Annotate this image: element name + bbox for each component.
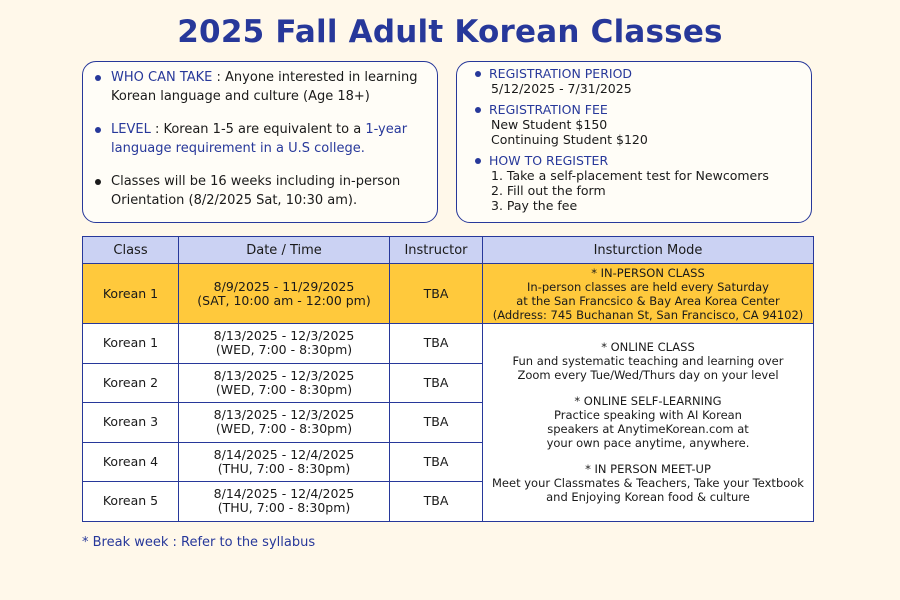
- online-mode-cell: [483, 324, 814, 522]
- classes-duration-item: [93, 172, 429, 210]
- page-title: 2025 Fall Adult Korean Classes: [177, 14, 723, 50]
- fee-new-student: New Student $150: [491, 117, 608, 132]
- time-range: (THU, 7:00 - 8:30pm): [217, 460, 351, 476]
- header-instruction-mode: Insturction Mode: [483, 237, 814, 264]
- how-to-register-heading: [471, 153, 803, 168]
- who-can-take-text: : Anyone interested in learning Korean language and culture (Age 18+): [111, 70, 418, 104]
- in-person-title: * IN-PERSON CLASS: [591, 265, 705, 280]
- date-range: 8/13/2025 - 12/3/2025: [213, 367, 355, 383]
- time-range: (THU, 7:00 - 8:30pm): [217, 500, 351, 516]
- date-time-cell: [179, 482, 390, 522]
- class-cell: Korean 4: [83, 442, 179, 482]
- class-cell: Korean 2: [83, 363, 179, 403]
- online-class-line: Zoom every Tue/Wed/Thurs day on your level: [517, 368, 779, 383]
- meetup-line: Meet your Classmates & Teachers, Take your Textbook: [492, 476, 804, 491]
- time-range: (WED, 7:00 - 8:30pm): [215, 342, 353, 358]
- bullet-icon: [95, 179, 101, 185]
- online-class-title: * ONLINE CLASS: [601, 340, 695, 355]
- bullet-icon: [475, 158, 481, 164]
- how-to-register-label: HOW TO REGISTER: [489, 153, 609, 168]
- self-learning-line: speakers at AnytimeKorean.com at: [547, 422, 749, 437]
- time-range: (WED, 7:00 - 8:30pm): [215, 381, 353, 397]
- date-time-cell: [179, 403, 390, 443]
- classes-duration-text: Classes will be 16 weeks including in-person Orientation (8/2/2025 Sat, 10:30 am).: [111, 174, 401, 208]
- break-week-footnote: * Break week : Refer to the syllabus: [82, 535, 316, 550]
- who-can-take-item: [93, 68, 429, 106]
- instructor-cell: TBA: [390, 442, 483, 482]
- registration-period-heading: [471, 66, 803, 81]
- table-row: [83, 264, 814, 324]
- meetup-line: and Enjoying Korean food & culture: [546, 490, 750, 505]
- register-step: 2. Fill out the form: [491, 183, 606, 198]
- registration-fee-label: REGISTRATION FEE: [489, 102, 608, 117]
- fee-continuing-student: Continuing Student $120: [491, 132, 648, 147]
- registration-fee-heading: [471, 102, 803, 117]
- registration-period-value: 5/12/2025 - 7/31/2025: [491, 81, 632, 96]
- self-learning-title: * ONLINE SELF-LEARNING: [574, 394, 722, 409]
- table-header-row: [83, 237, 814, 264]
- date-time-cell: [179, 324, 390, 364]
- time-range: (SAT, 10:00 am - 12:00 pm): [197, 292, 371, 308]
- date-range: 8/13/2025 - 12/3/2025: [213, 328, 355, 344]
- eligibility-info-box: [82, 61, 438, 223]
- table-row: [83, 324, 814, 364]
- instructor-cell: TBA: [390, 324, 483, 364]
- register-step: 1. Take a self-placement test for Newcomers: [491, 168, 769, 183]
- in-person-line: In-person classes are held every Saturday: [527, 279, 769, 294]
- bullet-icon: [95, 75, 101, 81]
- who-can-take-label: WHO CAN TAKE: [111, 70, 213, 85]
- date-time-cell: [179, 264, 390, 324]
- instructor-cell: TBA: [390, 363, 483, 403]
- class-cell: Korean 1: [83, 264, 179, 324]
- level-item: [93, 120, 429, 158]
- registration-period-label: REGISTRATION PERIOD: [489, 66, 633, 81]
- date-time-cell: [179, 363, 390, 403]
- meetup-title: * IN PERSON MEET-UP: [585, 462, 711, 477]
- instructor-cell: TBA: [390, 482, 483, 522]
- level-highlight: 1-year language requirement in a U.S college.: [111, 122, 408, 156]
- self-learning-line: Practice speaking with AI Korean: [554, 408, 742, 423]
- online-class-line: Fun and systematic teaching and learning over: [512, 354, 784, 369]
- header-class: Class: [83, 237, 179, 264]
- in-person-mode-cell: [483, 264, 814, 324]
- bullet-icon: [475, 107, 481, 113]
- class-cell: Korean 1: [83, 324, 179, 364]
- header-instructor: Instructor: [390, 237, 483, 264]
- register-step: 3. Pay the fee: [491, 198, 578, 213]
- self-learning-line: your own pace anytime, anywhere.: [546, 436, 750, 451]
- instructor-cell: TBA: [390, 403, 483, 443]
- date-range: 8/9/2025 - 11/29/2025: [213, 278, 355, 294]
- level-text: : Korean 1-5 are equivalent to a: [150, 122, 366, 137]
- bullet-icon: [475, 71, 481, 77]
- instructor-cell: TBA: [390, 264, 483, 324]
- date-time-cell: [179, 442, 390, 482]
- level-label: LEVEL: [111, 122, 151, 137]
- header-date-time: Date / Time: [179, 237, 390, 264]
- class-cell: Korean 3: [83, 403, 179, 443]
- class-schedule-table: [82, 236, 814, 522]
- in-person-line: at the San Francsico & Bay Area Korea Center: [516, 293, 780, 308]
- date-range: 8/14/2025 - 12/4/2025: [213, 486, 355, 502]
- date-range: 8/14/2025 - 12/4/2025: [213, 446, 355, 462]
- registration-info-box: [456, 61, 812, 223]
- class-cell: Korean 5: [83, 482, 179, 522]
- bullet-icon: [95, 127, 101, 133]
- date-range: 8/13/2025 - 12/3/2025: [213, 407, 355, 423]
- time-range: (WED, 7:00 - 8:30pm): [215, 421, 353, 437]
- in-person-address: (Address: 745 Buchanan St, San Francisco, CA 94102): [492, 307, 804, 322]
